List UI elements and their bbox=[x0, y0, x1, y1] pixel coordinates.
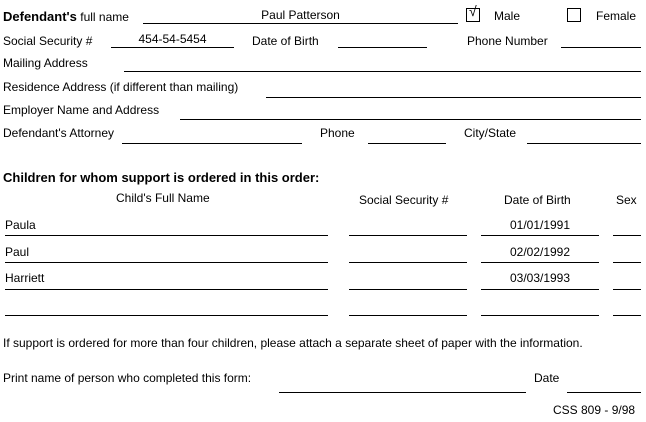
attorney-label: Defendant's Attorney bbox=[3, 126, 115, 140]
date-label: Date bbox=[534, 371, 560, 385]
child-1-ssn-line bbox=[349, 235, 467, 236]
ssn-label: Social Security # bbox=[3, 34, 93, 48]
child-2-name-line bbox=[5, 262, 328, 263]
child-1-name-line bbox=[5, 235, 328, 236]
child-3-dob-line bbox=[481, 289, 599, 290]
print-name-label: Print name of person who completed this form: bbox=[3, 371, 252, 385]
child-2-ssn-line bbox=[349, 262, 467, 263]
child-3-name[interactable]: Harriett bbox=[5, 271, 45, 285]
col-child-dob: Date of Birth bbox=[504, 193, 571, 207]
defendant-name-field[interactable]: Paul Patterson bbox=[261, 8, 340, 22]
form-id: CSS 809 - 9/98 bbox=[553, 403, 636, 417]
child-3-ssn-line bbox=[349, 289, 467, 290]
child-1-dob-line bbox=[481, 235, 599, 236]
defendant-label-bold: Defendant's bbox=[3, 9, 77, 24]
city-state-line[interactable] bbox=[527, 143, 641, 144]
extra-children-note: If support is ordered for more than four children, please attach a separate sheet of paper with the information. bbox=[3, 336, 583, 350]
female-label: Female bbox=[596, 9, 637, 23]
print-name-line bbox=[279, 392, 526, 393]
attorney-phone-label: Phone bbox=[320, 126, 355, 140]
residence-line bbox=[266, 97, 641, 98]
col-child-name: Child's Full Name bbox=[116, 191, 210, 205]
dob-line bbox=[338, 47, 427, 48]
mailing-label: Mailing Address bbox=[3, 56, 88, 70]
phone-line bbox=[561, 47, 641, 48]
child-2-dob[interactable]: 02/02/1992 bbox=[509, 245, 571, 259]
child-1-name[interactable]: Paula bbox=[5, 218, 36, 232]
child-2-name[interactable]: Paul bbox=[5, 245, 30, 259]
child-3-sex-line bbox=[613, 289, 641, 290]
child-4-sex-line bbox=[613, 315, 641, 316]
child-4-dob-line bbox=[481, 315, 599, 316]
child-3-name-line bbox=[5, 289, 328, 290]
dob-label: Date of Birth bbox=[252, 34, 319, 48]
female-checkbox[interactable] bbox=[567, 8, 581, 22]
ssn-field[interactable]: 454-54-5454 bbox=[138, 32, 207, 46]
attorney-line bbox=[122, 143, 302, 144]
male-checkmark: √ bbox=[469, 3, 477, 19]
attorney-phone-line[interactable] bbox=[368, 143, 446, 144]
defendant-label-small: full name bbox=[80, 10, 129, 24]
defendant-name-label bbox=[3, 10, 129, 24]
child-1-dob[interactable]: 01/01/1991 bbox=[509, 218, 571, 232]
residence-label: Residence Address (if different than mailing) bbox=[3, 80, 239, 94]
child-2-dob-line bbox=[481, 262, 599, 263]
col-child-ssn: Social Security # bbox=[359, 193, 449, 207]
child-3-dob[interactable]: 03/03/1993 bbox=[509, 271, 571, 285]
mailing-line bbox=[124, 71, 641, 72]
date-line bbox=[567, 392, 641, 393]
male-label: Male bbox=[494, 9, 521, 23]
child-4-name-line bbox=[5, 315, 328, 316]
phone-label: Phone Number bbox=[467, 34, 548, 48]
employer-line bbox=[180, 119, 641, 120]
col-child-sex: Sex bbox=[616, 193, 637, 207]
ssn-line bbox=[111, 47, 234, 48]
city-state-label: City/State bbox=[464, 126, 517, 140]
child-2-sex-line bbox=[613, 262, 641, 263]
children-heading: Children for whom support is ordered in this order: bbox=[3, 170, 320, 185]
defendant-name-line bbox=[143, 23, 458, 24]
child-4-ssn-line bbox=[349, 315, 467, 316]
employer-label: Employer Name and Address bbox=[3, 103, 160, 117]
child-1-sex-line bbox=[613, 235, 641, 236]
